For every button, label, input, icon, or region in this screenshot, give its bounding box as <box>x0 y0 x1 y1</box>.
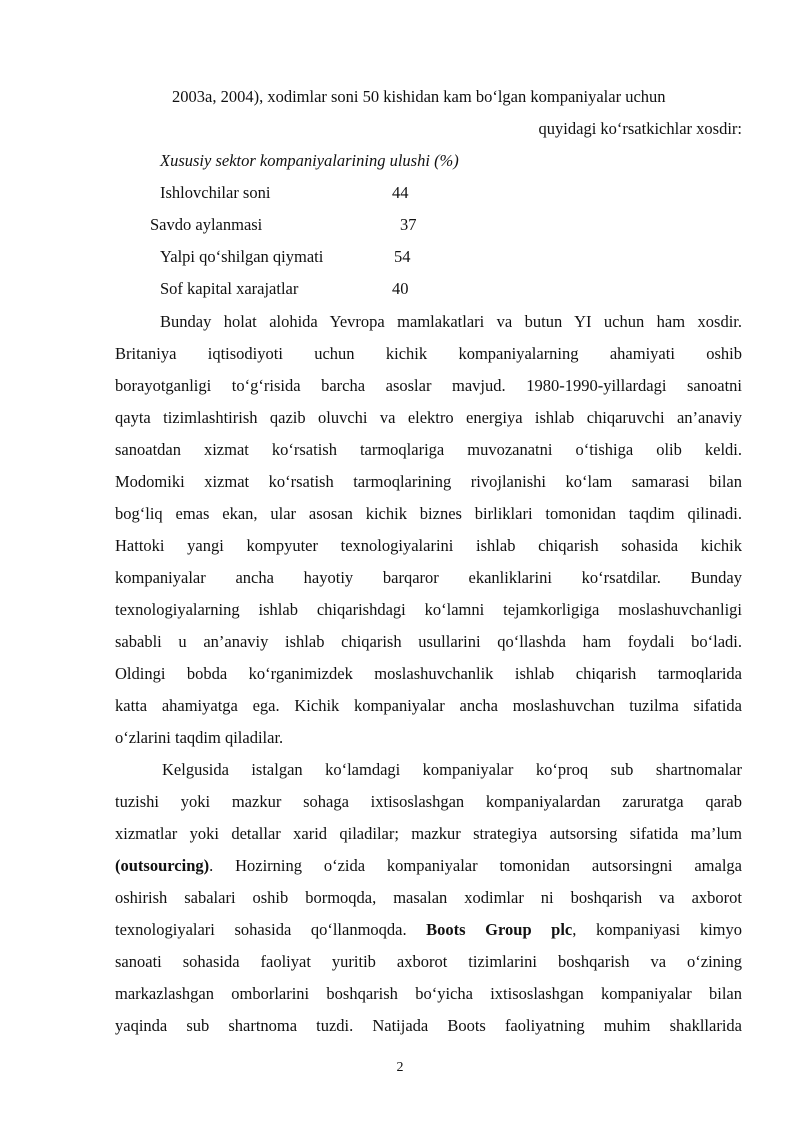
paragraph-line: tuzishi yoki mazkur sohaga ixtisoslashgan kompaniyalardan zaruratga qarab <box>115 792 742 811</box>
table-row-value: 44 <box>392 183 409 202</box>
paragraph-line <box>115 856 742 876</box>
paragraph-line: Britaniya iqtisodiyoti uchun kichik kompaniyalarning ahamiyati oshib <box>115 344 742 363</box>
outsourcing-term: (outsourcing) <box>115 856 210 875</box>
paragraph-line: markazlashgan omborlarini boshqarish bo‘yicha ixtisoslashgan kompaniyalar bilan <box>115 984 742 1003</box>
paragraph-line: Oldingi bobda ko‘rganimizdek moslashuvchanlik ishlab chiqarish tarmoqlarida <box>115 664 742 683</box>
paragraph-line: katta ahamiyatga ega. Kichik kompaniyalar ancha moslashuvchan tuzilma sifatida <box>115 696 742 715</box>
table-row-label: Ishlovchilar soni <box>160 183 271 202</box>
paragraph-line: Bunday holat alohida Yevropa mamlakatlari va butun YI uchun ham xosdir. <box>160 312 742 331</box>
paragraph-line: bog‘liq emas ekan, ular asosan kichik biznes birliklari tomonidan taqdim qilinadi. <box>115 504 742 523</box>
paragraph-line <box>115 920 742 940</box>
table-row-value: 37 <box>400 215 417 234</box>
intro-line-2: quyidagi ko‘rsatkichlar xosdir: <box>538 119 742 138</box>
page-number: 2 <box>396 1060 404 1075</box>
paragraph-line: o‘zlarini taqdim qiladilar. <box>115 728 284 747</box>
paragraph-line: yaqinda sub shartnoma tuzdi. Natijada Boots faoliyatning muhim shakllarida <box>115 1016 742 1035</box>
paragraph-line: sanoati sohasida faoliyat yuritib axborot tizimlarini boshqarish va o‘zining <box>115 952 742 971</box>
paragraph-text: , kompaniyasi kimyo <box>572 920 742 939</box>
paragraph-text: texnologiyalari sohasida qo‘llanmoqda. <box>115 920 427 939</box>
paragraph-line: Modomiki xizmat ko‘rsatish tarmoqlarining rivojlanishi ko‘lam samarasi bilan <box>115 472 742 491</box>
table-row-value: 54 <box>394 247 411 266</box>
table-row-label: Sof kapital xarajatlar <box>160 279 299 298</box>
company-name: Boots Group plc <box>426 920 573 939</box>
paragraph-line: sanoatdan xizmat ko‘rsatish tarmoqlariga muvozanatni o‘tishiga olib keldi. <box>115 440 742 459</box>
paragraph-line: xizmatlar yoki detallar xarid qiladilar; mazkur strategiya autsorsing sifatida ma’lum <box>115 824 742 843</box>
paragraph-line: texnologiyalarning ishlab chiqarishdagi ko‘lamni tejamkorligiga moslashuvchanligi <box>115 600 742 619</box>
paragraph-line: oshirish sabalari oshib bormoqda, masalan xodimlar ni boshqarish va axborot <box>115 888 742 907</box>
table-row-label: Savdo aylanmasi <box>150 215 263 234</box>
table-row-value: 40 <box>392 279 409 298</box>
intro-line-1: 2003a, 2004), xodimlar soni 50 kishidan kam bo‘lgan kompaniyalar uchun <box>172 87 666 106</box>
table-title: Xususiy sektor kompaniyalarining ulushi (%) <box>160 151 459 170</box>
paragraph-line: sababli u an’anaviy ishlab chiqarish usullarini qo‘llashda ham foydali bo‘ladi. <box>115 632 742 651</box>
paragraph-line: borayotganligi to‘g‘risida barcha asoslar mavjud. 1980-1990-yillardagi sanoatni <box>115 376 742 395</box>
paragraph-line: Kelgusida istalgan ko‘lamdagi kompaniyalar ko‘proq sub shartnomalar <box>162 760 742 779</box>
table-row-label: Yalpi qo‘shilgan qiymati <box>160 247 324 266</box>
paragraph-line: Hattoki yangi kompyuter texnologiyalarini ishlab chiqarish sohasida kichik <box>115 536 742 555</box>
paragraph-line: kompaniyalar ancha hayotiy barqaror ekanliklarini ko‘rsatdilar. Bunday <box>115 568 742 587</box>
paragraph-text: . Hozirning o‘zida kompaniyalar tomonidan autsorsingni amalga <box>209 856 742 875</box>
paragraph-line: qayta tizimlashtirish qazib oluvchi va elektro energiya ishlab chiqaruvchi an’anaviy <box>115 408 742 427</box>
